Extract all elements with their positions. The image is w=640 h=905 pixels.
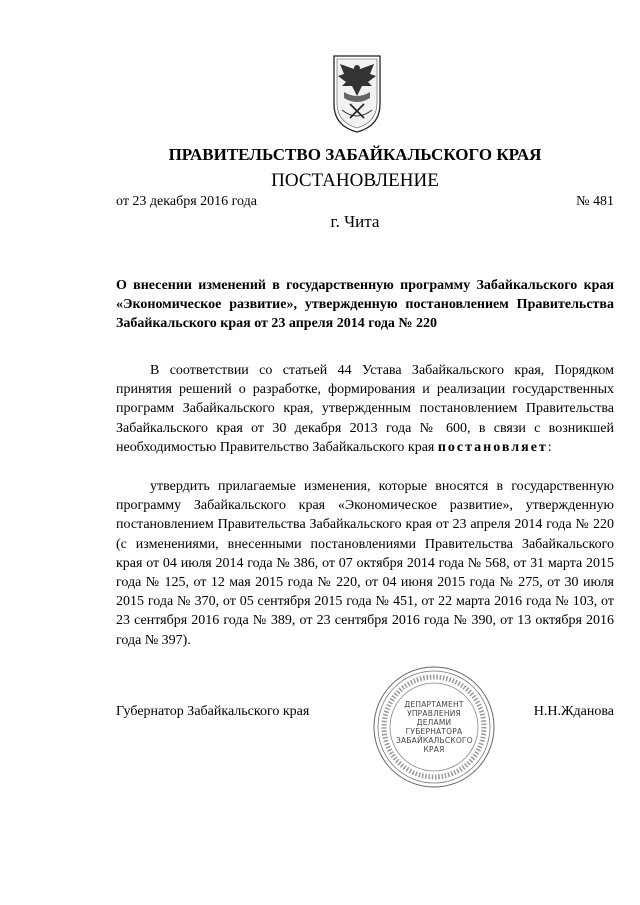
seal-line: УПРАВЛЕНИЯ (407, 709, 461, 718)
signatory-position: Губернатор Забайкальского края (116, 704, 310, 719)
seal-line: ДЕПАРТАМЕНТ (404, 700, 464, 709)
preamble-paragraph (116, 361, 614, 457)
seal-line: ГУБЕРНАТОРА (405, 727, 463, 736)
seal-line: ДЕЛАМИ (416, 718, 452, 727)
seal-line: КРАЯ (423, 745, 445, 754)
government-title: ПРАВИТЕЛЬСТВО ЗАБАЙКАЛЬСКОГО КРАЯ (168, 145, 542, 164)
document-date: от 23 декабря 2016 года (116, 194, 257, 209)
operative-paragraph (116, 477, 614, 650)
seal-line: ЗАБАЙКАЛЬСКОГО (396, 736, 473, 745)
seal-text (396, 700, 472, 754)
document-type: ПОСТАНОВЛЕНИЕ (271, 170, 439, 191)
preamble-colon: : (547, 439, 552, 455)
operative-verb: утвердить (150, 479, 210, 494)
preamble-text: В соответствии со статьей 44 Устава Забайкальского края, Порядком принятия решений о разработке, формирования и реализации государственных программ Забайкальского края, утвержденным постановлением Правительства Забайкальского края от 30 декабря 2013 года № 600, в связи с возникшей необходимостью Правительство Забайкальского края (116, 363, 614, 455)
signatory-name: Н.Н.Жданова (533, 704, 614, 719)
coat-of-arms-icon (330, 52, 384, 134)
operative-text: прилагаемые изменения, которые вносятся в государственную программу Забайкальского края «Экономическое развитие», утвержденную постановлением Правительства Забайкальского края от 23 апреля 2014 года № 220 (с изменениями, внесенными постановлениями Правительства Забайкальского края от 04 июля 2014 года № 386, от 07 октября 2014 года № 568, от 31 марта 2015 года № 125, от 12 мая 2015 года № 220, от 04 июня 2015 года № 275, от 30 июля 2015 года № 370, от 05 сентября 2015 года № 451, от 22 марта 2016 года № 103, от 23 сентября 2016 года № 389, от 23 сентября 2016 года № 390, от 13 октября 2016 года № 397). (116, 479, 614, 648)
document-city: г. Чита (330, 212, 380, 231)
decree-keyword: постановляет (437, 439, 548, 455)
document-subject: О внесении изменений в государственную программу Забайкальского края «Экономическое развитие», утвержденную постановлением Правительства Забайкальского края от 23 апреля 2014 года № 220 (116, 278, 614, 331)
document-number: № 481 (576, 194, 614, 209)
